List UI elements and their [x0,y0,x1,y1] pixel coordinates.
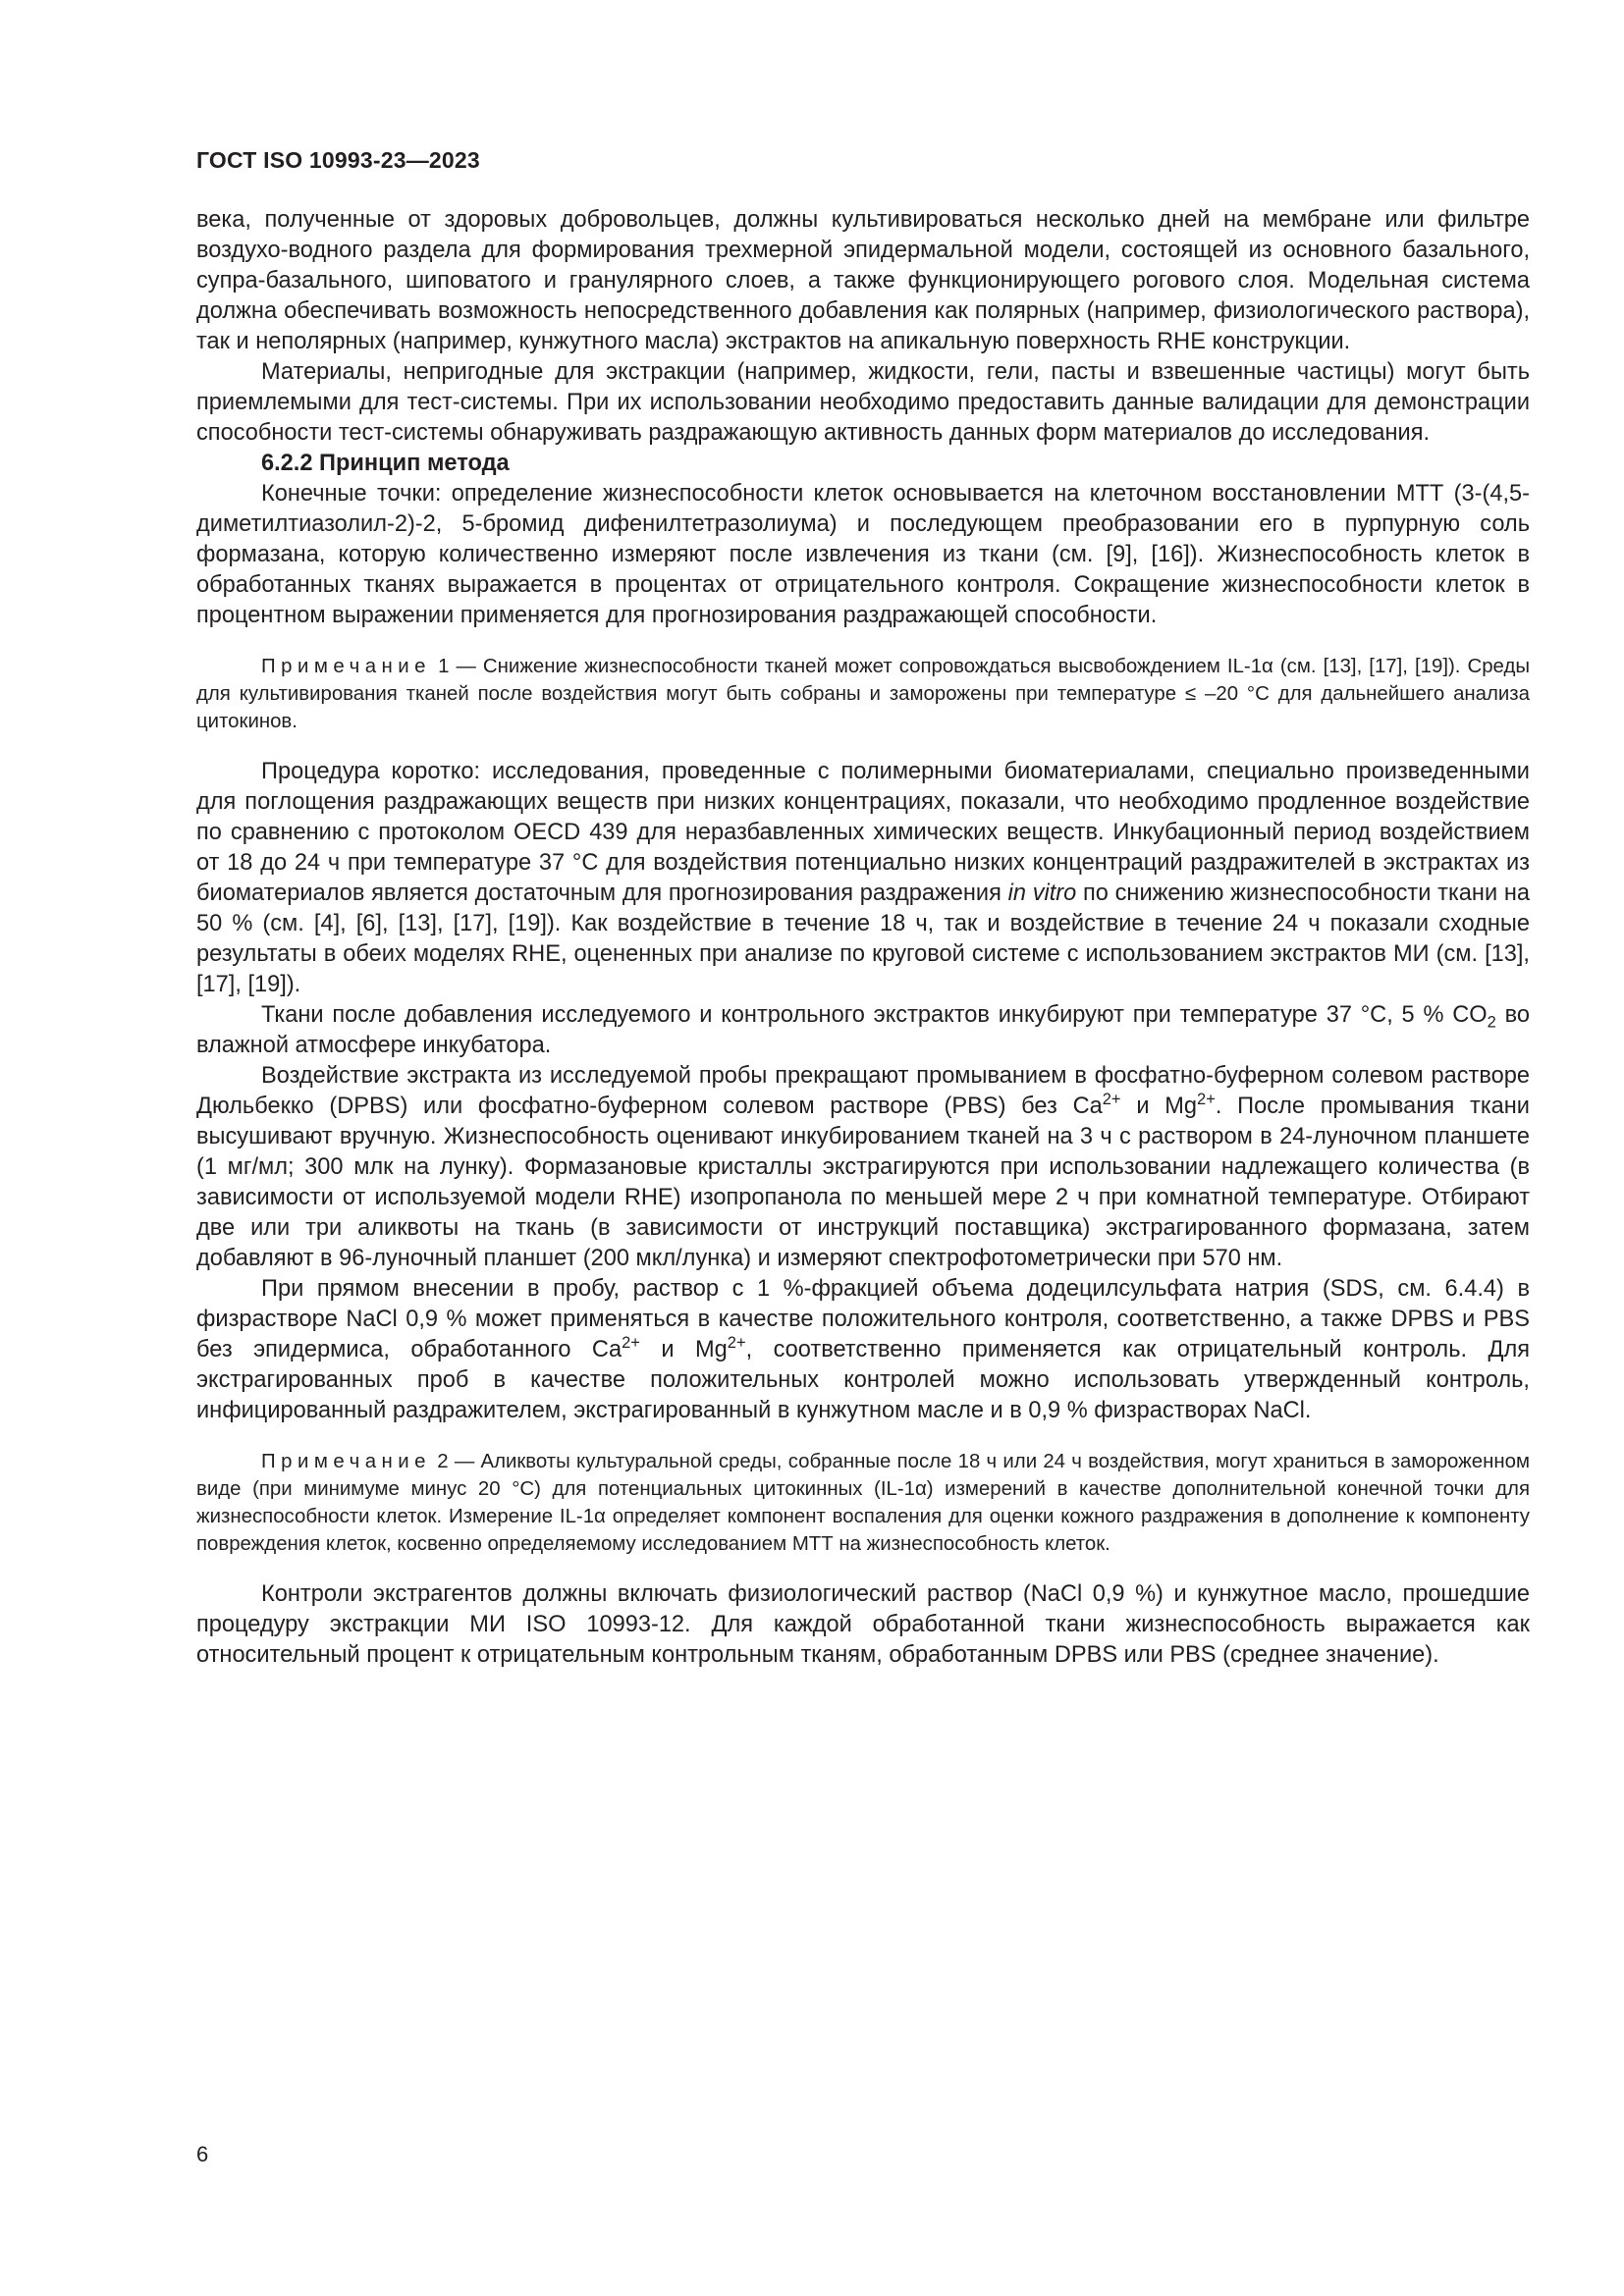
procedure-text-a: Процедура коротко: исследования, проведенные с полимерными биоматериалами, специально произведенными для поглощения раздражающих веществ при низких концентрациях, показали, что необходимо продленное воздействие по сравнению с протоколом OECD 439 для неразбавленных химических веществ. Инкубационный период воздействием от 18 до 24 ч при температуре 37 °С для воздействия потенциально низких концентраций раздражителей в экстрактах из биоматериалов является достаточным для прогнозирования раздражения [196,759,1530,906]
document-body-3 [196,1579,1530,1671]
ca-superscript-2: 2+ [622,1333,640,1353]
note-1-text: — Снижение жизнеспособности тканей может сопровождаться высвобождением IL-1α (см. [13], [17], [19]). Среды для культивирования тканей после воздействия могут быть собраны и заморожены при температуре ≤ –20 °С для дальнейшего анализа цитокинов. [196,656,1530,732]
exposure-text-b: и Mg [1120,1094,1198,1119]
section-heading-6-2-2: 6.2.2 Принцип метода [261,451,510,476]
note-1-label: Примечание [261,656,432,677]
note-2-label: Примечание [261,1451,432,1472]
procedure-text-b: по снижению жизнеспособности ткани на 50 % (см. [4], [6], [13], [17], [19]). Как воздействие в течение 18 ч, так и воздействие в течение 24 ч показали сходные результаты в обеих моделях RHE, оцененных при анализе по круговой системе с использованием экстрактов МИ (см. [13], [17], [19]). [196,881,1530,997]
procedure-italic: in vitro [1007,881,1077,906]
paragraph-controls [196,1274,1530,1426]
controls-text-b: и Mg [639,1337,728,1362]
paragraph-incubation [196,1000,1530,1061]
mg-superscript: 2+ [1197,1090,1216,1109]
controls-text-c: , соответственно применяется как отрицательный контроль. Для экстрагированных проб в качестве положительных контролей можно использовать утвержденный контроль, инфицированный раздражителем, экстрагированный в кунжутном масле и в 0,9 % физрастворах NaCl. [196,1337,1531,1423]
co2-subscript: 2 [1487,1012,1496,1032]
document-page [196,147,1530,1671]
note-2 [196,1448,1530,1558]
exposure-text-c: . После промывания ткани высушивают вручную. Жизнеспособность оценивают инкубированием тканей на 3 ч с раствором в 24-луночном планшете (1 мг/мл; 300 млк на лунку). Формазановые кристаллы экстрагируются при использовании надлежащего количества (в зависимости от используемой модели RHE) изопропанола по меньшей мере 2 ч при комнатной температуре. Отбирают две или три аликвоты на ткань (в зависимости от инструкций поставщика) экстрагированного формазана, затем добавляют в 96-луночный планшет (200 мкл/лунка) и измеряют спектрофотометрически при 570 нм. [196,1094,1530,1271]
page-number: 6 [196,2142,209,2166]
exposure-text-a: Воздействие экстракта из исследуемой пробы прекращают промыванием в фосфатно-буферном солевом растворе Дюльбекко (DPBS) или фосфатно-буферном солевом растворе (PBS) без Ca [196,1063,1530,1119]
standard-header: ГОСТ ISO 10993-23—2023 [196,147,480,173]
document-body-2 [196,757,1530,1426]
paragraph-endpoints: Конечные точки: определение жизнеспособности клеток основывается на клеточном восстановлении МТТ (3-(4,5-диметилтиазолил-2)-2, 5-бромид дифенилтетразолиума) и последующем преобразовании его в пурпурную соль формазана, которую количественно измеряют после извлечения из ткани (см. [9], [16]). Жизнеспособность клеток в обработанных тканях выражается в процентах от отрицательного контроля. Сокращение жизнеспособности клеток в процентном выражении применяется для прогнозирования раздражающей способности. [196,481,1530,628]
incubation-text-a: Ткани после добавления исследуемого и контрольного экстрактов инкубируют при температуре 37 °С, 5 % CO [261,1002,1488,1028]
paragraph-exposure [196,1061,1530,1274]
paragraph-procedure [196,757,1530,1000]
controls-text-a: При прямом внесении в пробу, раствор с 1 %-фракцией объема додецилсульфата натрия (SDS, см. 6.4.4) в физрастворе NaCl 0,9 % может применяться в качестве положительного контроля, соответственно, а также DPBS и PBS без эпидермиса, обработанного Ca [196,1276,1530,1362]
note-1 [196,653,1530,735]
ca-superscript: 2+ [1102,1090,1121,1109]
document-body [196,205,1530,631]
mg-superscript-2: 2+ [727,1333,746,1353]
paragraph-extractant-controls: Контроли экстрагентов должны включать физиологический раствор (NaCl 0,9 %) и кунжутное масло, прошедшие процедуру экстракции МИ ISO 10993-12. Для каждой обработанной ткани жизнеспособность выражается как относительный процент к отрицательным контрольным тканям, обработанным DPBS или PBS (среднее значение). [196,1581,1530,1668]
note-1-number: 1 [438,656,450,677]
note-2-number: 2 [437,1451,449,1472]
paragraph-continued: века, полученные от здоровых добровольцев, должны культивироваться несколько дней на мембране или фильтре воздухо-водного раздела для формирования трехмерной эпидермальной модели, состоящей из основного базального, супра-базального, шиповатого и гранулярного слоев, а также функционирующего рогового слоя. Модельная система должна обеспечивать возможность непосредственного добавления как полярных (например, физиологического раствора), так и неполярных (например, кунжутного масла) экстрактов на апикальную поверхность RHE конструкции. [196,207,1530,354]
note-2-text: — Аликвоты культуральной среды, собранные после 18 ч или 24 ч воздействия, могут храниться в замороженном виде (при минимуме минус 20 °С) для потенциальных цитокинных (IL-1α) измерений в качестве дополнительной конечной точки для жизнеспособности клеток. Измерение IL-1α определяет компонент воспаления для оценки кожного раздражения в дополнение к компоненту повреждения клеток, косвенно определяемому исследованием МТТ на жизнеспособность клеток. [196,1451,1531,1555]
incubation-text-b: во влажной атмосфере инкубатора. [196,1002,1530,1058]
paragraph-materials: Материалы, непригодные для экстракции (например, жидкости, гели, пасты и взвешенные частицы) могут быть приемлемыми для тест-системы. При их использовании необходимо предоставить данные валидации для демонстрации способности тест-системы обнаруживать раздражающую активность данных форм материалов до исследования. [196,359,1530,446]
